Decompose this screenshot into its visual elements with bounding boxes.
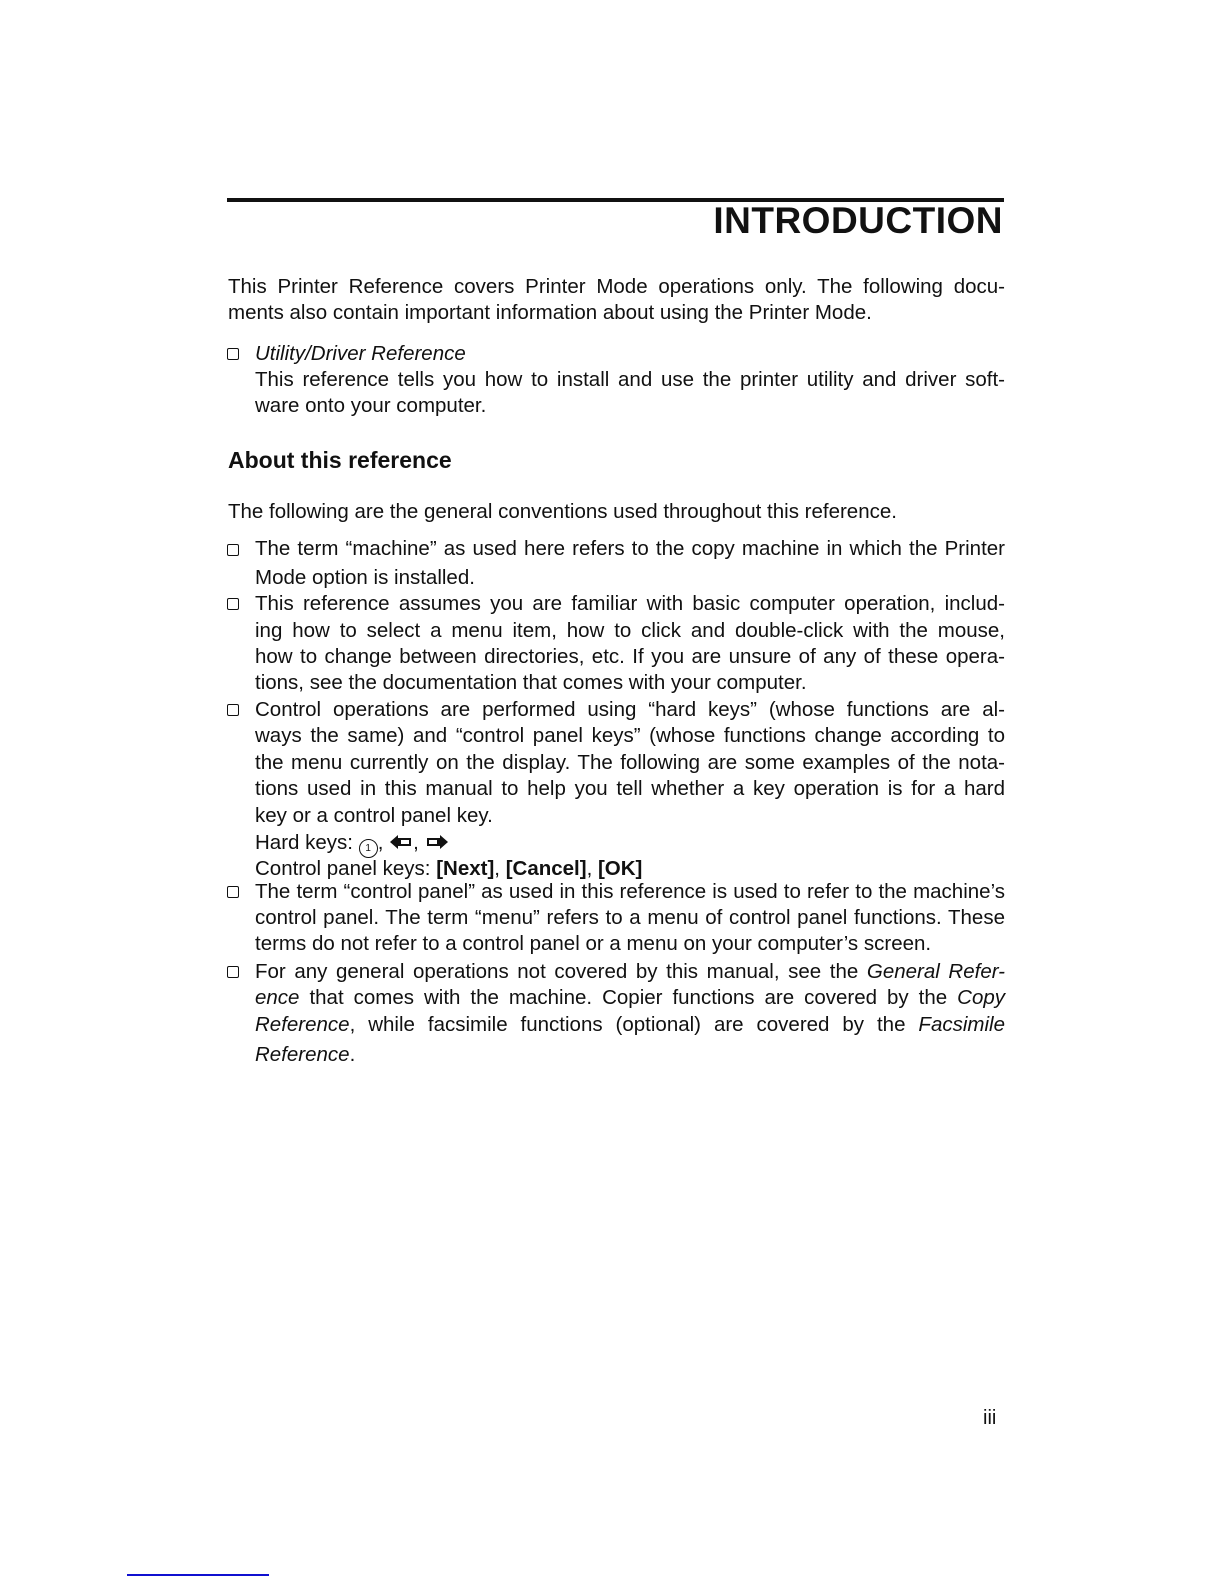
doc-title-facsimile: Facsimile bbox=[918, 1013, 1005, 1036]
bullet-line bbox=[255, 960, 1005, 984]
bullet-line: The term “control panel” as used in this reference is used to refer to the machine’s bbox=[255, 880, 1005, 903]
doc-title: Utility/Driver Reference bbox=[255, 342, 466, 365]
doc-title-general: ence bbox=[255, 986, 300, 1009]
separator: , bbox=[413, 831, 419, 854]
checkbox-bullet-icon bbox=[227, 598, 239, 610]
bullet-line: Control operations are performed using “hard keys” (whose functions are al- bbox=[255, 698, 1005, 721]
key-ok: [OK] bbox=[597, 857, 643, 880]
bullet-line: key or a control panel key. bbox=[255, 804, 493, 827]
page-number: iii bbox=[983, 1407, 997, 1429]
doc-title-facsimile: Reference bbox=[255, 1043, 350, 1066]
bullet-line: the menu currently on the display. The following are some examples of the nota- bbox=[255, 751, 1005, 774]
bullet-line: ways the same) and “control panel keys” (whose functions change according to bbox=[255, 724, 1005, 747]
lead-text: The following are the general conventions used throughout this reference. bbox=[228, 500, 897, 523]
hard-keys-label: Hard keys: bbox=[255, 831, 353, 854]
bullet-line: terms do not refer to a control panel or a menu on your computer’s screen. bbox=[255, 932, 932, 955]
bullet-line: The term “machine” as used here refers to the copy machine in which the Printer bbox=[255, 537, 1005, 560]
selection-underline bbox=[127, 1574, 269, 1576]
doc-title-copy: Copy bbox=[957, 986, 1005, 1009]
text: For any general operations not covered by this manual, see the bbox=[255, 960, 867, 983]
intro-line: This Printer Reference covers Printer Mode operations only. The following docu- bbox=[228, 275, 1005, 298]
bullet-line: ing how to select a menu item, how to click and double-click with the mouse, bbox=[255, 619, 1005, 642]
text: , while facsimile functions (optional) are covered by the bbox=[349, 1013, 919, 1036]
checkbox-bullet-icon bbox=[227, 886, 239, 898]
bullet-line: control panel. The term “menu” refers to a menu of control panel functions. These bbox=[255, 906, 1005, 929]
doc-title-copy: Reference bbox=[255, 1013, 350, 1036]
bullet-line bbox=[255, 1043, 355, 1067]
section-heading: About this reference bbox=[228, 447, 452, 473]
bullet-line bbox=[255, 986, 1005, 1010]
bullet-line: This reference assumes you are familiar with basic computer operation, includ- bbox=[255, 592, 1005, 615]
checkbox-bullet-icon bbox=[227, 348, 239, 360]
bullet-line: tions used in this manual to help you tell whether a key operation is for a hard bbox=[255, 777, 1005, 800]
panel-keys-label: Control panel keys: bbox=[255, 857, 431, 880]
separator: , bbox=[377, 831, 384, 854]
arrow-left-key-icon bbox=[389, 833, 413, 851]
arrow-right-key-icon bbox=[425, 833, 449, 851]
bullet-line bbox=[255, 1013, 1005, 1037]
text: . bbox=[349, 1043, 356, 1066]
bullet-line: how to change between directories, etc. If you are unsure of any of these opera- bbox=[255, 645, 1005, 668]
intro-line: ments also contain important information about using the Printer Mode. bbox=[228, 301, 872, 324]
checkbox-bullet-icon bbox=[227, 544, 239, 556]
hard-keys-line bbox=[255, 831, 449, 858]
key-cancel: [Cancel] bbox=[505, 857, 587, 880]
doc-title-general: General Refer- bbox=[866, 960, 1005, 983]
key-next: [Next] bbox=[436, 857, 495, 880]
bullet-line: Mode option is installed. bbox=[255, 566, 475, 589]
doc-line: ware onto your computer. bbox=[255, 394, 487, 417]
checkbox-bullet-icon bbox=[227, 966, 239, 978]
numbered-circle-key-icon: 1 bbox=[359, 839, 378, 858]
checkbox-bullet-icon bbox=[227, 704, 239, 716]
text: that comes with the machine. Copier functions are covered by the bbox=[299, 986, 958, 1009]
bullet-line: tions, see the documentation that comes with your computer. bbox=[255, 671, 807, 694]
page-title: INTRODUCTION bbox=[713, 200, 1003, 241]
doc-line: This reference tells you how to install and use the printer utility and driver soft- bbox=[255, 368, 1005, 391]
panel-keys-line: Control panel keys: [Next], [Cancel], [OK] bbox=[255, 857, 643, 880]
